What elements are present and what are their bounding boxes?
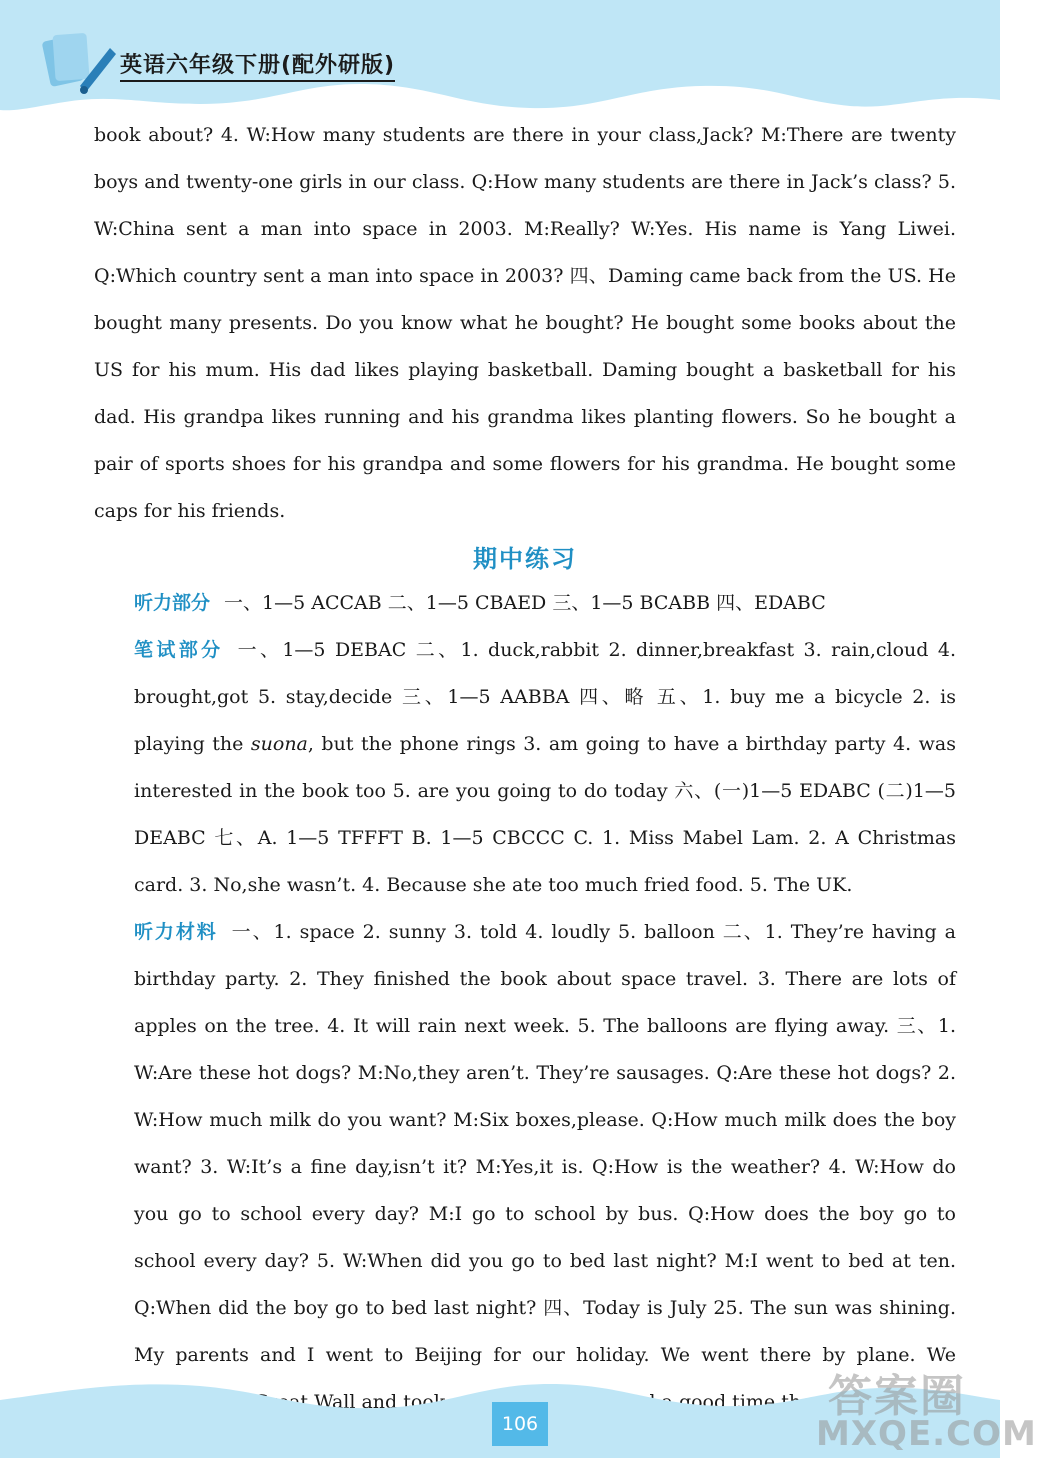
answer-content — [94, 112, 956, 1426]
listening-label: 听力部分 — [134, 592, 211, 614]
written-answers-part1: 一、1—5 DEBAC 二、1. duck,rabbit 2. dinner,breakfast 3. rain,cloud 4. brought,got 5. stay,decide 三、1—5 AABBA 四、略 五、1. buy me a bicycle 2. is playing the — [134, 639, 956, 755]
written-italic-word: suona — [250, 733, 308, 755]
section-title: 期中练习 — [473, 545, 577, 573]
listening-answers: 一、1—5 ACCAB 二、1—5 CBAED 三、1—5 BCABB 四、EDABC — [224, 592, 826, 614]
book-title: 英语六年级下册(配外研版) — [120, 48, 395, 82]
material-label: 听力材料 — [134, 921, 218, 943]
written-answers-part2: , but the phone rings 3. am going to have a birthday party 4. was interested in the book too 5. are you going to do today 六、(一)1—5 EDABC (二)1—5 DEABC 七、A. 1—5 TFFFT B. 1—5 CBCCC C. 1. Miss Mabel Lam. 2. A Christmas card. 3. No,she wasn’t. 4. Because she ate too much fried food. 5. The UK. — [134, 733, 956, 896]
paragraph-written-answers — [94, 627, 956, 909]
site-watermark — [812, 1360, 1037, 1455]
paragraph-listening-answers — [94, 580, 956, 627]
paragraph-listening-script-end: book about? 4. W:How many students are there in your class,Jack? M:There are twenty boys and twenty-one girls in our class. Q:How many students are there in Jack’s class? 5. W:China sent a man into space in 2003. M:Really? W:Yes. His name is Yang Liwei. Q:Which country sent a man into space in 2003? 四、Daming came back from the US. He bought many presents. Do you know what he bought? He bought some books about the US for his mum. His dad likes playing basketball. Daming bought a basketball for his dad. His grandpa likes running and his grandma likes planting flowers. So he bought a pair of sports shoes for his grandpa and some flowers for his grandma. He bought some caps for his friends. — [94, 124, 956, 522]
written-label: 笔试部分 — [134, 639, 224, 661]
listening-material: 一、1. space 2. sunny 3. told 4. loudly 5. balloon 二、1. They’re having a birthday party. 2. They finished the book about space travel. 3. There are lots of apples on the tree. 4. It will rain next week. 5. The balloons are flying away. 三、1. W:Are these hot dogs? M:No,they aren’t. They’re sausages. Q:Are these hot dogs? 2. W:How much milk do you want? M:Six boxes,please. Q:How much milk does the boy want? 3. W:It’s a fine day,isn’t it? M:Yes,it is. Q:How is the weather? 4. W:How do you go to school every day? M:I go to school by bus. Q:How does the boy go to school every day? 5. W:When did you go to bed last night? M:I went to bed at ten. Q:When did the boy go to bed last night? 四、Today is July 25. The sun was shining. My parents and I went to Beijing for our holiday. We went there by plane. We Wall and took good time — [134, 921, 956, 1413]
paragraph-listening-material — [94, 909, 956, 1426]
watermark-cn: 答案圈 — [828, 1371, 966, 1422]
watermark-en: MXQE.COM — [816, 1414, 1037, 1454]
book-logo-icon — [40, 28, 120, 98]
page-number: 106 — [492, 1402, 548, 1446]
